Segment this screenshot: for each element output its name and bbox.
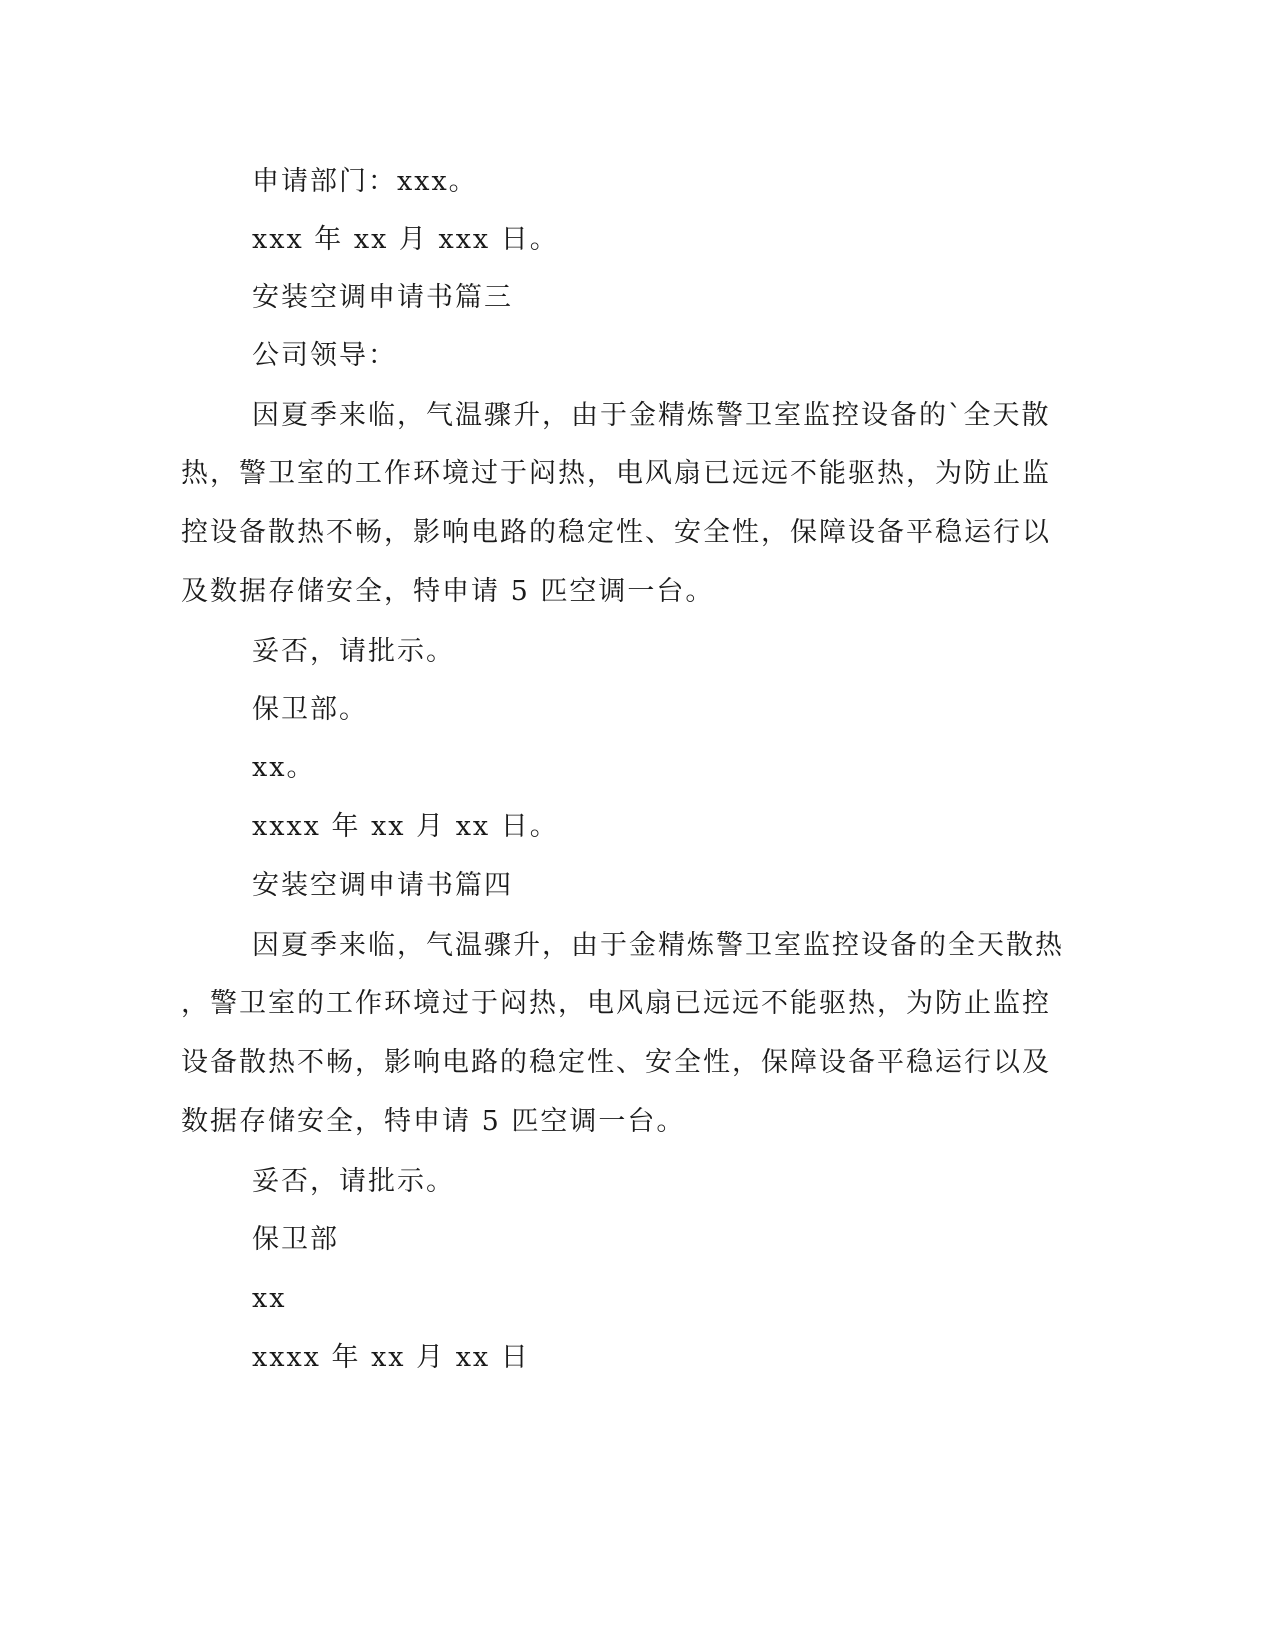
paragraph-line: 因夏季来临，气温骤升，由于金精炼警卫室监控设备的`全天散 bbox=[252, 400, 1051, 431]
paragraph-line: 及数据存储安全，特申请 5 匹空调一台。 bbox=[181, 576, 715, 607]
date-line: xxxx 年 xx 月 xx 日 bbox=[252, 1342, 530, 1373]
salutation: 公司领导： bbox=[252, 340, 397, 371]
paragraph-line: 控设备散热不畅，影响电路的稳定性、安全性，保障设备平稳运行以 bbox=[181, 517, 1051, 548]
paragraph-line: 因夏季来临，气温骤升，由于金精炼警卫室监控设备的全天散热 bbox=[252, 930, 1064, 961]
applicant-department: 申请部门：xxx。 bbox=[252, 166, 478, 197]
paragraph-line: ，警卫室的工作环境过于闷热，电风扇已远远不能驱热，为防止监控 bbox=[181, 988, 1051, 1019]
approval-request: 妥否，请批示。 bbox=[252, 1166, 455, 1197]
section-heading: 安装空调申请书篇四 bbox=[252, 870, 513, 901]
signature-name: xx bbox=[252, 1283, 287, 1314]
approval-request: 妥否，请批示。 bbox=[252, 636, 455, 667]
date-line: xxx 年 xx 月 xxx 日。 bbox=[252, 224, 559, 255]
signature-department: 保卫部。 bbox=[252, 694, 368, 725]
paragraph-line: 数据存储安全，特申请 5 匹空调一台。 bbox=[181, 1106, 686, 1137]
paragraph-line: 设备散热不畅，影响电路的稳定性、安全性，保障设备平稳运行以及 bbox=[181, 1047, 1051, 1078]
date-line: xxxx 年 xx 月 xx 日。 bbox=[252, 811, 559, 842]
section-heading: 安装空调申请书篇三 bbox=[252, 282, 513, 313]
signature-name: xx。 bbox=[252, 752, 316, 783]
signature-department: 保卫部 bbox=[252, 1224, 339, 1255]
paragraph-line: 热，警卫室的工作环境过于闷热，电风扇已远远不能驱热，为防止监 bbox=[181, 458, 1051, 489]
